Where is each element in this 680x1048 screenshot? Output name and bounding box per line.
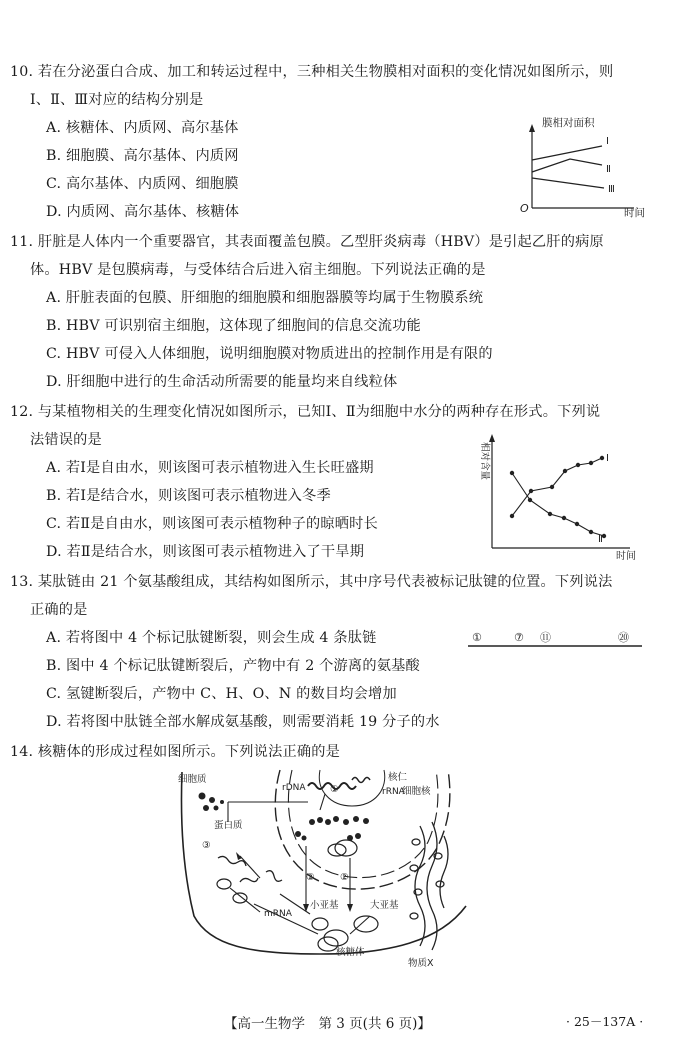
q12-option-b: B. 若Ⅰ是结合水，则该图可表示植物进入冬季 [46, 488, 331, 504]
q10-membrane-area-graph [512, 112, 662, 222]
q10-graph-ylabel: 膜相对面积 [542, 117, 595, 129]
q14-stem: 14. 核糖体的形成过程如图所示。下列说法正确的是 [10, 744, 341, 760]
q12-water-content-graph [472, 430, 642, 565]
q10-line-I-label: Ⅰ [606, 136, 609, 147]
q10-graph-xlabel: 时间 [624, 207, 645, 219]
q14-cytoplasm-ribosomes [217, 879, 378, 951]
q13-peptide-chain-figure [466, 624, 646, 654]
q14-label-step3: ③ [202, 840, 211, 851]
q11-stem-line2: 体。HBV 是包膜病毒，与受体结合后进入宿主细胞。下列说法正确的是 [30, 262, 486, 278]
q11-option-d: D. 肝细胞中进行的生命活动所需要的能量均来自线粒体 [46, 374, 398, 390]
q12-line-I [512, 458, 602, 516]
q10-line-III-label: Ⅲ [608, 184, 615, 195]
q12-line-II [512, 473, 604, 536]
q14-label-cytoplasm: 细胞质 [178, 774, 207, 785]
q14-label-mrna: mRNA [264, 909, 292, 919]
q10-line-I [532, 146, 602, 160]
q13-marker-11: ⑪ [540, 631, 551, 644]
q14-label-rrna: rRNA [382, 787, 405, 797]
q14-rrna-strand [352, 778, 370, 783]
q10-graph-yaxis-arrow [529, 124, 535, 132]
q10-stem-line2: Ⅰ、Ⅱ、Ⅲ对应的结构分别是 [30, 92, 204, 108]
q12-line-II-label: Ⅱ [598, 534, 603, 545]
q14-process-arrows [228, 794, 370, 934]
q10-option-a: A. 核糖体、内质网、高尔基体 [46, 120, 239, 136]
q12-line-I-points [510, 456, 604, 518]
q14-endoplasmic-reticulum [410, 822, 448, 950]
page-footer-title: 【高一生物学 第 3 页(共 6 页)】 [224, 1016, 431, 1032]
q14-label-small-subunit: 小亚基 [310, 900, 339, 911]
q13-marker-20: ⑳ [618, 631, 629, 644]
q12-stem-line1: 12. 与某植物相关的生理变化情况如图所示，已知Ⅰ、Ⅱ为细胞中水分的两种存在形式。下列说 [10, 404, 601, 420]
q12-graph-xlabel: 时间 [616, 551, 636, 562]
q14-label-step2a: ② [306, 872, 315, 883]
q14-label-step1: ① [330, 784, 339, 795]
q10-option-b: B. 细胞膜、高尔基体、内质网 [46, 148, 239, 164]
page-footer-code: · 25－137A · [566, 1014, 644, 1029]
q12-graph-yaxis-arrow [489, 434, 495, 442]
q11-stem-line1: 11. 肝脏是人体内一个重要器官，其表面覆盖包膜。乙型肝炎病毒（HBV）是引起乙肝的病原 [10, 234, 604, 250]
q10-option-d: D. 内质网、高尔基体、核糖体 [46, 204, 240, 220]
q14-label-nucleolus: 核仁 [388, 772, 408, 783]
q10-graph-origin: O [520, 202, 529, 215]
q12-option-d: D. 若Ⅱ是结合水，则该图可表示植物进入了干旱期 [46, 544, 365, 560]
q12-option-c: C. 若Ⅱ是自由水，则该图可表示植物种子的晾晒时长 [46, 516, 378, 532]
q14-label-ribosome: 核糖体 [336, 947, 365, 958]
q11-option-a: A. 肝脏表面的包膜、肝细胞的细胞膜和细胞器膜等均属于生物膜系统 [46, 290, 484, 306]
q14-cytoplasm-particles [199, 793, 225, 812]
q10-stem-line1: 10. 若在分泌蛋白合成、加工和转运过程中，三种相关生物膜相对面积的变化情况如图所示，则 [10, 64, 614, 80]
q12-line-II-points [510, 471, 606, 538]
q14-small-subunit-nucleus [328, 844, 346, 856]
q14-protein-chains [218, 856, 282, 882]
q12-graph-ylabel: 相对含量 [479, 442, 490, 481]
q14-label-step2b: ② [340, 872, 349, 883]
q10-option-c: C. 高尔基体、内质网、细胞膜 [46, 176, 239, 192]
q13-stem-line1: 13. 某肽链由 21 个氨基酸组成，其结构如图所示，其中序号代表被标记肽键的位置。下列说法 [10, 574, 613, 590]
q14-label-protein: 蛋白质 [214, 820, 243, 831]
q13-marker-7: ⑦ [514, 631, 524, 644]
q13-option-b: B. 图中 4 个标记肽键断裂后，产物中有 2 个游离的氨基酸 [46, 658, 420, 674]
q13-stem-line2: 正确的是 [30, 602, 88, 618]
q12-line-I-label: Ⅰ [606, 453, 609, 464]
q11-option-b: B. HBV 可识别宿主细胞，这体现了细胞间的信息交流功能 [46, 318, 421, 334]
q14-label-substance-x: 物质X [408, 958, 434, 969]
q14-assembly-cluster [295, 816, 369, 841]
q13-option-d: D. 若将图中肽链全部水解成氨基酸，则需要消耗 19 分子的水 [46, 714, 440, 730]
q12-stem-line2: 法错误的是 [30, 432, 102, 448]
q14-label-large-subunit: 大亚基 [370, 900, 399, 911]
q14-label-nucleus: 细胞核 [402, 786, 431, 797]
q13-option-c: C. 氢键断裂后，产物中 C、H、O、N 的数目均会增加 [46, 686, 397, 702]
q14-ribosome-formation-diagram [170, 766, 480, 971]
q10-line-III [532, 178, 604, 188]
q10-line-II [532, 159, 602, 172]
q11-option-c: C. HBV 可侵入人体细胞，说明细胞膜对物质进出的控制作用是有限的 [46, 346, 493, 362]
q12-option-a: A. 若Ⅰ是自由水，则该图可表示植物进入生长旺盛期 [46, 460, 374, 476]
q13-marker-1: ① [472, 631, 482, 644]
q13-option-a: A. 若将图中 4 个标记肽键断裂，则会生成 4 条肽链 [46, 630, 377, 646]
q14-label-rdna: rDNA [282, 783, 306, 793]
q10-line-II-label: Ⅱ [606, 164, 611, 175]
